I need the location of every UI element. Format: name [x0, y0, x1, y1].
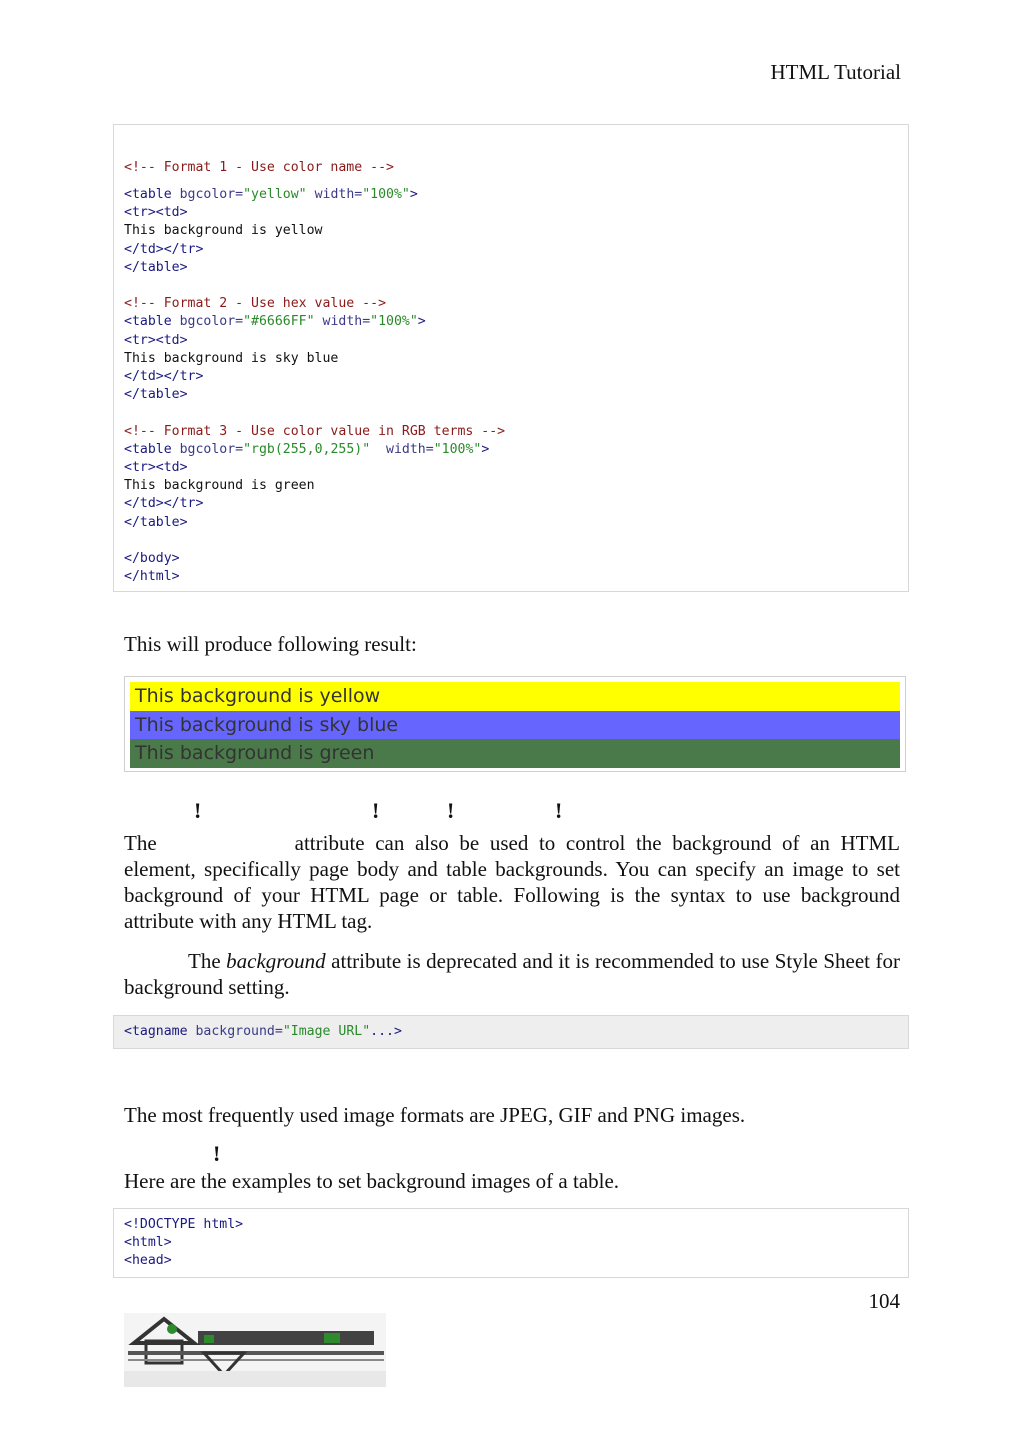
background-attr-paragraph: [124, 830, 900, 934]
code-line: [124, 1023, 402, 1041]
deprecation-note: [124, 948, 900, 1000]
example-heading-mark: !: [213, 1141, 221, 1166]
code-token: <table: [124, 314, 180, 330]
tutorialspoint-logo: [124, 1313, 386, 1387]
code-token: This background is yellow: [124, 223, 323, 239]
code-token: <!DOCTYPE html>: [124, 1217, 244, 1232]
code-block-bgcolor: [113, 124, 909, 592]
code-token: </td></tr>: [124, 496, 204, 512]
result-intro: This will produce following result:: [124, 632, 417, 656]
result-preview: [124, 676, 906, 772]
code-line: [124, 1216, 243, 1234]
code-line: [124, 514, 505, 532]
code-token: <tr><td>: [124, 332, 188, 348]
code-line: [124, 277, 505, 295]
code-line: [124, 532, 505, 550]
code-line: [124, 259, 505, 277]
heading-mark-3: !: [447, 798, 455, 823]
code-line: [124, 350, 505, 368]
code-line: [124, 423, 505, 441]
code-line: [124, 204, 505, 222]
para2-em: background: [226, 949, 326, 973]
code-token: "100%": [433, 441, 482, 457]
code-token: <html>: [124, 1235, 172, 1251]
code-token: width=: [306, 187, 363, 202]
code-token: ...>: [370, 1024, 402, 1039]
code-token: >: [481, 441, 490, 457]
heading-mark-2: !: [372, 798, 380, 823]
image-formats-paragraph: The most frequently used image formats are JPEG, GIF and PNG images.: [124, 1103, 746, 1127]
code-token: "Image URL": [282, 1024, 371, 1039]
code-token: "rgb(255,0,255)": [243, 441, 371, 457]
result-row: This background is yellow: [130, 682, 900, 711]
code-token: [124, 278, 132, 293]
heading-mark-4: !: [555, 798, 563, 823]
code-line: [124, 495, 505, 513]
code-token: "#6666FF": [243, 314, 315, 330]
result-row: This background is green: [130, 739, 900, 768]
para1-rest: attribute can also be used to control the background of an HTML element, specifically page body and table backgrounds. You can specify an image to set background of your HTML page or table. Following is the syntax to use background attribute with any HTML tag.: [124, 831, 900, 933]
code-token: width=: [370, 441, 434, 457]
syntax-code-box: [113, 1015, 909, 1049]
para2-pre: The: [188, 949, 227, 973]
code-token: <!-- Format 3 - Use color value in RGB terms -->: [124, 423, 506, 439]
code-line: [124, 404, 505, 422]
code-token: <tagname: [124, 1024, 196, 1039]
code-token: </table>: [124, 514, 188, 530]
code-first-line: <!-- Format 1 - Use color name -->: [124, 160, 394, 175]
code-token: This background is green: [124, 478, 315, 494]
code-line: [124, 241, 505, 259]
code-token: bgcolor=: [179, 441, 244, 457]
code-token: <head>: [124, 1253, 172, 1269]
code-token: >: [409, 187, 418, 202]
code-line: [124, 368, 505, 386]
page-header-title: HTML Tutorial: [770, 60, 901, 84]
code-token: bgcolor=: [179, 314, 244, 330]
heading-mark-1: !: [194, 798, 202, 823]
code-token: </body>: [124, 551, 180, 567]
code-token: <tr><td>: [124, 205, 188, 221]
code-token: <!-- Format 2 - Use hex value -->: [124, 296, 387, 312]
code-token: [124, 533, 132, 548]
code-token: "100%": [362, 187, 410, 202]
code-line: [124, 477, 505, 495]
para2-post: attribute is deprecated and it is recommended to use Style Sheet for background setting.: [124, 949, 900, 999]
code-token: </td></tr>: [124, 369, 204, 385]
code-token: </html>: [124, 569, 180, 585]
examples-intro: Here are the examples to set background images of a table.: [124, 1169, 620, 1193]
code-token: </table>: [124, 387, 188, 403]
code-token: >: [417, 314, 426, 330]
syntax-code: [114, 1023, 402, 1041]
code-token: </td></tr>: [124, 241, 204, 257]
code-lines: [114, 186, 505, 586]
code-token: </table>: [124, 259, 188, 275]
code-line: [124, 1252, 243, 1270]
page-number: 104: [868, 1289, 900, 1313]
code-block-example: [113, 1208, 909, 1278]
code-token: bgcolor=: [179, 187, 244, 202]
result-rows: [130, 682, 900, 768]
code-line: [124, 186, 505, 204]
code2-lines: [114, 1216, 243, 1271]
para1-lead: The: [124, 831, 157, 855]
code-token: "yellow": [243, 187, 307, 202]
code-line: [124, 222, 505, 240]
code-token: "100%": [370, 314, 418, 330]
code-token: This background is sky blue: [124, 350, 339, 366]
code-line: [124, 568, 505, 586]
code-token: [124, 405, 132, 420]
code-line: [124, 295, 505, 313]
code-token: <table: [124, 441, 180, 457]
code-token: <table: [124, 187, 180, 202]
code-line: [124, 313, 505, 331]
code-line: [124, 332, 505, 350]
code-token: background=: [195, 1024, 283, 1039]
code-line: [124, 441, 505, 459]
code-token: <tr><td>: [124, 460, 188, 476]
code-token: width=: [314, 314, 371, 330]
result-row: This background is sky blue: [130, 711, 900, 740]
code-line: [124, 459, 505, 477]
code-line: [124, 1234, 243, 1252]
code-line: [124, 550, 505, 568]
code-line: [124, 386, 505, 404]
